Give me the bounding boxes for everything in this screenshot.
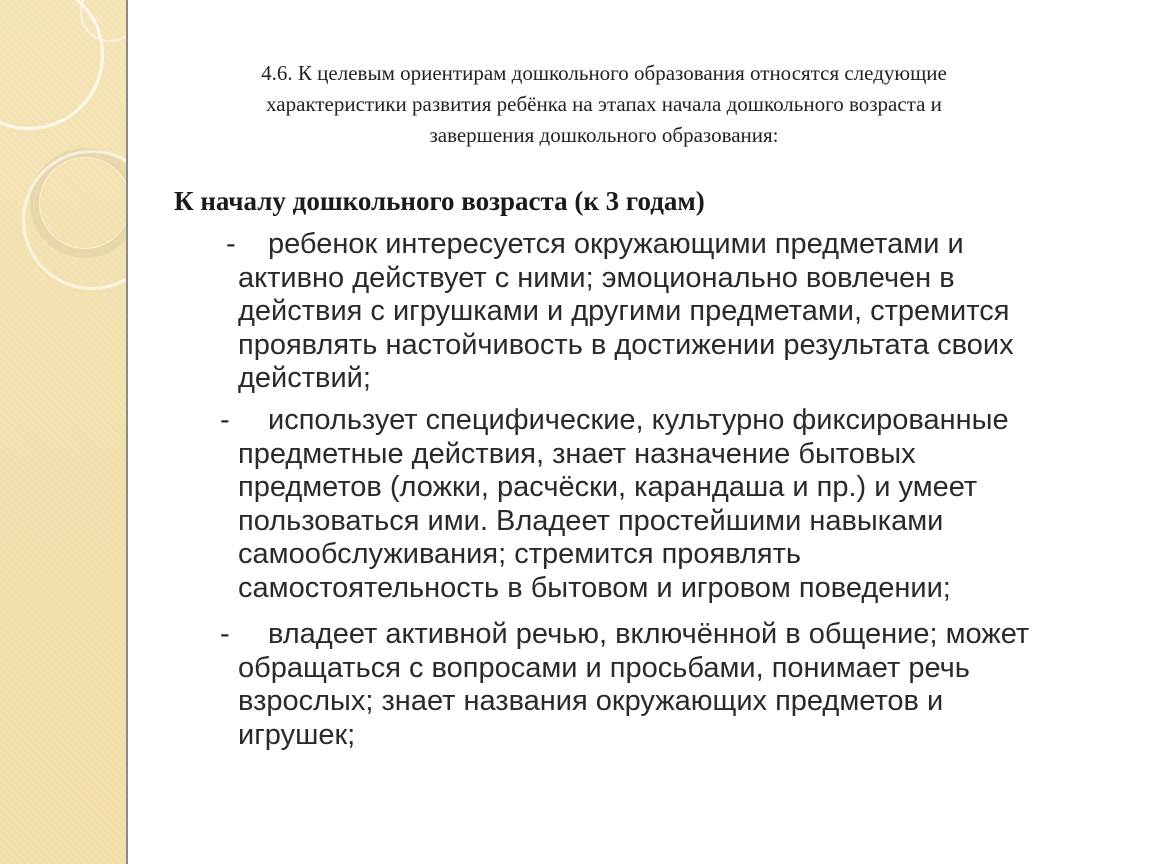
list-item-line: обращаться с вопросами и просьбами, понимает речь (238, 651, 970, 684)
slide-title: 4.6. К целевым ориентирам дошкольного образования относятся следующие характеристики развития ребёнка на этапах начала дошкольного возраста и завершения дошкольного образования: (261, 61, 947, 147)
decorative-side-panel (0, 0, 128, 864)
list-item-line: владеет активной речью, включённой в общение; может (268, 618, 1030, 650)
list-item-line: самообслуживания; стремится проявлять (238, 538, 802, 570)
list-item-line: использует специфические, культурно фиксированные (268, 404, 1009, 436)
list-dash: - (220, 618, 230, 650)
list-item-line: пользоваться ими. Владеет простейшими навыками (238, 504, 944, 537)
slide-content (126, 0, 1150, 864)
list-item-line: предметов (ложки, расчёски, карандаша и пр.) и умеет (238, 471, 978, 503)
list-item (126, 404, 1009, 605)
list-item-line: проявлять настойчивость в достижении результата своих (238, 328, 1014, 361)
list-dash: - (226, 228, 236, 260)
list-item (126, 618, 1029, 752)
section-heading: К началу дошкольного возраста (к 3 годам) (174, 186, 705, 216)
list-item-line: самостоятельность в бытовом и игровом поведении; (238, 571, 951, 604)
list-item-line: игрушек; (238, 718, 356, 751)
list-item-line: взрослых; знает названия окружающих предметов и (238, 685, 944, 717)
list-item-line: действий; (238, 362, 371, 394)
list-dash: - (220, 404, 230, 436)
decorative-ring-icon (22, 150, 128, 290)
list-item (126, 228, 1014, 396)
list-item-line: ребенок интересуется окружающими предметами и (268, 228, 964, 260)
list-item-line: действия с игрушками и другими предметами, стремится (238, 295, 1010, 327)
list-item-line: активно действует с ними; эмоционально вовлечен в (238, 261, 955, 294)
list-item-line: предметные действия, знает назначение бытовых (238, 437, 916, 470)
